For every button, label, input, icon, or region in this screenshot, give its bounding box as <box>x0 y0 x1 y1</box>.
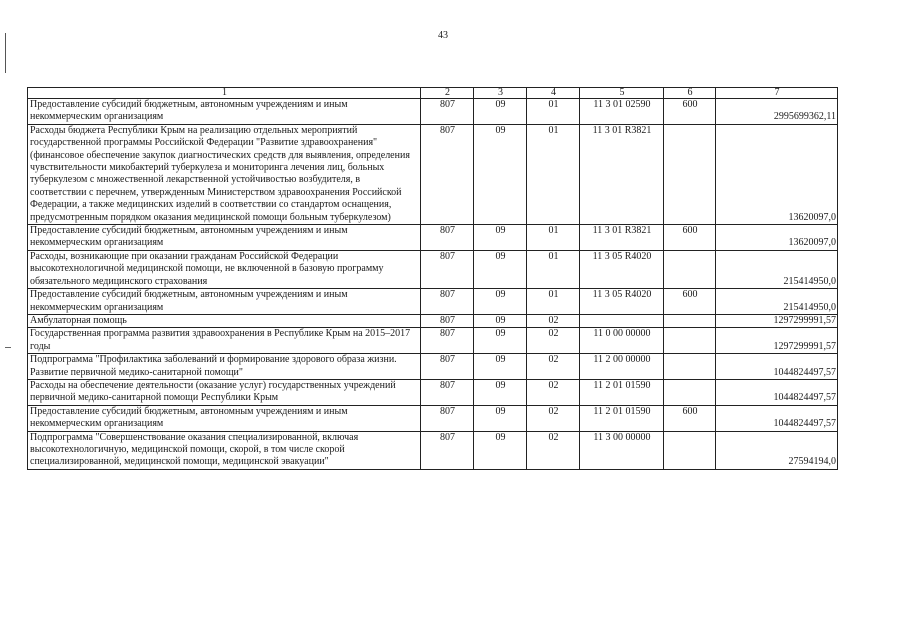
row-admin-code-cell: 807 <box>421 314 474 327</box>
row-section-cell: 09 <box>474 405 527 431</box>
table-row <box>28 124 838 224</box>
row-amount-cell: 215414950,0 <box>716 289 838 315</box>
row-section-cell: 09 <box>474 124 527 224</box>
table-row <box>28 379 838 405</box>
row-amount-cell: 13620097,0 <box>716 225 838 251</box>
header-cell-4: 4 <box>527 88 580 99</box>
row-target-code-cell: 11 3 01 R3821 <box>580 124 664 224</box>
row-admin-code-cell: 807 <box>421 250 474 288</box>
row-section-cell: 09 <box>474 431 527 469</box>
row-target-code-cell: 11 2 01 01590 <box>580 405 664 431</box>
budget-table <box>27 87 838 470</box>
row-name-cell: Государственная программа развития здравоохранения в Республике Крым на 2015–2017 годы <box>28 328 421 354</box>
table-header-row <box>28 88 838 99</box>
table-row <box>28 431 838 469</box>
table-row <box>28 354 838 380</box>
row-name-cell: Предоставление субсидий бюджетным, автономным учреждениям и иным некоммерческим организациям <box>28 99 421 125</box>
row-expense-type-cell: 600 <box>664 405 716 431</box>
table-row <box>28 314 838 327</box>
header-cell-5: 5 <box>580 88 664 99</box>
row-target-code-cell: 11 3 01 02590 <box>580 99 664 125</box>
header-cell-6: 6 <box>664 88 716 99</box>
row-admin-code-cell: 807 <box>421 354 474 380</box>
row-name-cell: Амбулаторная помощь <box>28 314 421 327</box>
row-expense-type-cell <box>664 328 716 354</box>
row-name-cell: Расходы, возникающие при оказании гражданам Российской Федерации высокотехнологичной медицинской помощи, не включенной в базовую программу обязательного медицинского страхования <box>28 250 421 288</box>
header-cell-7: 7 <box>716 88 838 99</box>
page-number: 43 <box>438 30 448 41</box>
row-admin-code-cell: 807 <box>421 431 474 469</box>
row-expense-type-cell <box>664 124 716 224</box>
row-amount-cell: 27594194,0 <box>716 431 838 469</box>
row-name-cell: Подпрограмма "Совершенствование оказания специализированной, включая высокотехнологичную, медицинской помощи, скорой, в том числе скорой специализированной, медицинской помощи, медицинской эвакуации" <box>28 431 421 469</box>
row-subsection-cell: 01 <box>527 124 580 224</box>
row-amount-cell: 1297299991,57 <box>716 314 838 327</box>
row-section-cell: 09 <box>474 314 527 327</box>
table-row <box>28 289 838 315</box>
row-name-cell: Расходы бюджета Республики Крым на реализацию отдельных мероприятий государственной программы Российской Федерации "Развитие здравоохранения" (финансовое обеспечение закупок диагностических средств для выявления, определения чувствительности микобактерий туберкулеза и мониторинга лечения лиц, больных туберкулезом с множественной лекарственной устойчивостью возбудителя, в соответствии с перечнем, утвержденным Министерством здравоохранения Российской Федерации, а также медицинских изделий в соответствии со стандартом оснащения, предусмотренным порядком оказания медицинской помощи больным туберкулезом) <box>28 124 421 224</box>
row-section-cell: 09 <box>474 250 527 288</box>
table-row <box>28 328 838 354</box>
row-expense-type-cell <box>664 379 716 405</box>
row-subsection-cell: 02 <box>527 328 580 354</box>
row-amount-cell: 1044824497,57 <box>716 405 838 431</box>
row-amount-cell: 1297299991,57 <box>716 328 838 354</box>
row-target-code-cell: 11 2 00 00000 <box>580 354 664 380</box>
row-subsection-cell: 01 <box>527 289 580 315</box>
row-admin-code-cell: 807 <box>421 225 474 251</box>
row-admin-code-cell: 807 <box>421 328 474 354</box>
row-admin-code-cell: 807 <box>421 405 474 431</box>
row-section-cell: 09 <box>474 225 527 251</box>
row-subsection-cell: 01 <box>527 250 580 288</box>
header-cell-1: 1 <box>28 88 421 99</box>
row-subsection-cell: 02 <box>527 431 580 469</box>
header-cell-3: 3 <box>474 88 527 99</box>
row-section-cell: 09 <box>474 354 527 380</box>
margin-mark <box>5 347 11 348</box>
row-target-code-cell: 11 2 01 01590 <box>580 379 664 405</box>
margin-line <box>5 33 6 73</box>
row-subsection-cell: 01 <box>527 99 580 125</box>
table-row <box>28 250 838 288</box>
row-target-code-cell: 11 3 05 R4020 <box>580 289 664 315</box>
row-expense-type-cell: 600 <box>664 289 716 315</box>
row-subsection-cell: 02 <box>527 314 580 327</box>
row-amount-cell: 215414950,0 <box>716 250 838 288</box>
row-subsection-cell: 02 <box>527 354 580 380</box>
row-subsection-cell: 02 <box>527 405 580 431</box>
table-row <box>28 405 838 431</box>
row-target-code-cell: 11 3 05 R4020 <box>580 250 664 288</box>
row-target-code-cell <box>580 314 664 327</box>
row-section-cell: 09 <box>474 379 527 405</box>
row-amount-cell: 1044824497,57 <box>716 379 838 405</box>
row-admin-code-cell: 807 <box>421 99 474 125</box>
table-body <box>28 88 838 470</box>
row-subsection-cell: 01 <box>527 225 580 251</box>
row-expense-type-cell: 600 <box>664 99 716 125</box>
row-name-cell: Предоставление субсидий бюджетным, автономным учреждениям и иным некоммерческим организациям <box>28 289 421 315</box>
row-expense-type-cell <box>664 314 716 327</box>
row-target-code-cell: 11 3 00 00000 <box>580 431 664 469</box>
row-section-cell: 09 <box>474 99 527 125</box>
row-amount-cell: 13620097,0 <box>716 124 838 224</box>
row-amount-cell: 2995699362,11 <box>716 99 838 125</box>
row-admin-code-cell: 807 <box>421 289 474 315</box>
header-cell-2: 2 <box>421 88 474 99</box>
row-admin-code-cell: 807 <box>421 124 474 224</box>
row-expense-type-cell: 600 <box>664 225 716 251</box>
table-row <box>28 99 838 125</box>
row-target-code-cell: 11 3 01 R3821 <box>580 225 664 251</box>
row-amount-cell: 1044824497,57 <box>716 354 838 380</box>
row-expense-type-cell <box>664 250 716 288</box>
row-expense-type-cell <box>664 354 716 380</box>
table-row <box>28 225 838 251</box>
row-target-code-cell: 11 0 00 00000 <box>580 328 664 354</box>
row-subsection-cell: 02 <box>527 379 580 405</box>
row-admin-code-cell: 807 <box>421 379 474 405</box>
row-expense-type-cell <box>664 431 716 469</box>
row-section-cell: 09 <box>474 289 527 315</box>
row-section-cell: 09 <box>474 328 527 354</box>
row-name-cell: Предоставление субсидий бюджетным, автономным учреждениям и иным некоммерческим организациям <box>28 225 421 251</box>
row-name-cell: Предоставление субсидий бюджетным, автономным учреждениям и иным некоммерческим организациям <box>28 405 421 431</box>
row-name-cell: Расходы на обеспечение деятельности (оказание услуг) государственных учреждений первичной медико-санитарной помощи Республики Крым <box>28 379 421 405</box>
row-name-cell: Подпрограмма "Профилактика заболеваний и формирование здорового образа жизни. Развитие первичной медико-санитарной помощи" <box>28 354 421 380</box>
